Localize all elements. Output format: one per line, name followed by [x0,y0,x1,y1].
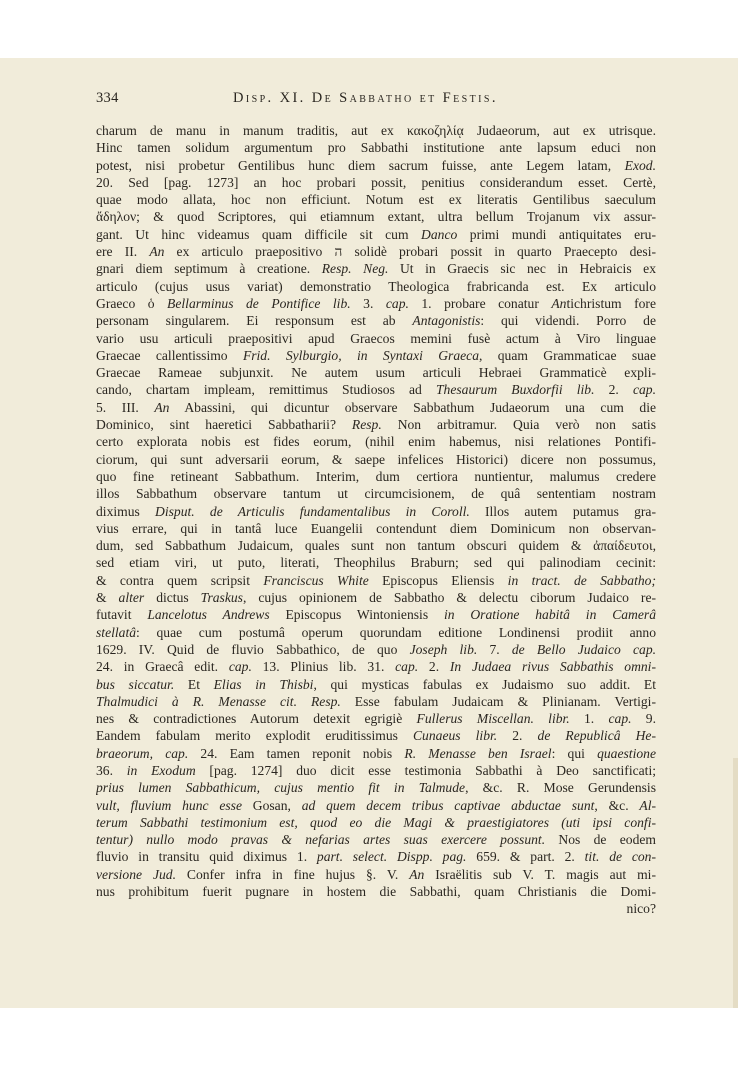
text-line: 36. in Exodum [pag. 1274] duo dicit esse testimonia Sabbathi à Deo sanctificati; [96,762,656,778]
text-line: prius lumen Sabbathicum, cujus mentio fit in Talmude, &c. R. Mose Gerundensis [96,780,656,796]
text-line: 1629. IV. Quid de fluvio Sabbathico, de quo Joseph lib. 7. de Bello Judaico cap. [96,641,656,657]
text-line: gnari diem septimum à creatione. Resp. Neg. Ut in Graecis sic nec in Hebraicis ex [96,261,656,277]
text-line: personam singularem. Ei responsum est ab Antagonistis: qui videndi. Porro de [96,313,656,329]
text-line: Eandem fabulam merito explodit eruditissimus Cunaeus libr. 2. de Republicâ He- [96,728,656,744]
page-header [96,90,656,110]
page-edge [733,758,738,1008]
text-line: Graeco ὁ Bellarminus de Pontifice lib. 3. cap. 1. probare conatur Antichristum fore [96,295,656,311]
text-line: Thalmudici à R. Menasse cit. Resp. Esse fabulam Judaicam & Plinianam. Vertigi- [96,693,656,709]
text-line: tentur) nullo modo pravas & nefarias artes suas exercere possunt. Nos de eodem [96,832,656,848]
text-line: vius errare, qui in tantâ luce Euangelii contendunt diem Dominicum non observan- [96,520,656,536]
bottom-margin [0,1008,738,1068]
text-line: nus prohibitum fuerit pugnare in hostem die Sabbathi, quam Christianis die Domi- [96,884,656,900]
text-line: versione Jud. Confer infra in fine hujus §. V. An Israëlitis sub V. T. magis aut mi- [96,866,656,882]
text-line: fluvio in transitu quid diximus 1. part. select. Dispp. pag. 659. & part. 2. tit. de con- [96,849,656,865]
text-line: & contra quem scripsit Franciscus White Episcopus Eliensis in tract. de Sabbatho; [96,572,656,588]
text-line: terum Sabbathi testimonium est, quod eo die Magi & praestigiatores (uti ipsi confi- [96,814,656,830]
text-line: sed etiam viri, ut puto, literati, Theophilus Braburn; sed qui palinodiam cecinit: [96,555,656,571]
text-line: ciorum, qui sunt adversarii eorum, & saepe infelices Historici) dicere non possumus, [96,451,656,467]
text-line: gant. Ut hinc videamus quam difficile sit cum Danco primi mundi antiquitates eru- [96,226,656,242]
text-line: futavit Lancelotus Andrews Episcopus Wintoniensis in Oratione habitâ in Camerâ [96,607,656,623]
running-title: Disp. XI. De Sabbatho et Festis. [233,90,498,106]
text-line: ἄδηλον; & quod Scriptores, qui etiamnum extant, ultra bellum Trojanum vix assur- [96,209,656,225]
text-line: charum de manu in manum traditis, aut ex κακοζηλίᾳ Judaeorum, aut ex utrisque. [96,123,656,138]
text-line: quae modo allata, hoc non efficiunt. Notum est ex literatis Gentilibus saeculum [96,192,656,208]
text-line: articulo (cujus usus variat) demonstratio Theologica frabricanda est. Ex articulo [96,278,656,294]
book-page [0,58,738,1008]
top-margin [0,0,738,58]
text-line: Graecae Rameae subjunxit. Ne autem usum articuli Hebraei Grammaticè expli- [96,365,656,381]
text-line: certo explorata nobis est fides eorum, (nihil enim habemus, nisi relationes Pontifi- [96,434,656,450]
text-line: cando, chartam impleam, remittimus Studiosos ad Thesaurum Buxdorfii lib. 2. cap. [96,382,656,398]
text-line: vario usu articuli praepositivi apud Graecos memini fusè actum à Viro linguae [96,330,656,346]
text-line: bus siccatur. Et Elias in Thisbi, qui mysticas fabulas ex Judaismo suo addit. Et [96,676,656,692]
text-line: Dominico, sint haeretici Sabbatharii? Resp. Non arbitramur. Quia verò non satis [96,417,656,433]
page-number: 334 [96,90,119,106]
body-text [96,122,656,918]
text-line: 24. in Graecâ edit. cap. 13. Plinius lib. 31. cap. 2. In Judaea rivus Sabbathis omni- [96,659,656,675]
text-line: ere II. An ex articulo praepositivo ה solidè probari possit in quarto Praecepto desi- [96,244,656,260]
text-line: Hinc tamen solidum argumentum pro Sabbathi institutione ante lapsum educi non [96,140,656,156]
text-line: nico? [626,901,656,917]
text-line: braeorum, cap. 24. Eam tamen reponit nobis R. Menasse ben Israel: qui quaestione [96,745,656,761]
text-line: quo fine retineant Sabbathum. Interim, dum certiora nuntientur, malumus credere [96,468,656,484]
text-line: nes & contradictiones Autorum detexit egrigiè Fullerus Miscellan. libr. 1. cap. 9. [96,711,656,727]
text-line: 20. Sed [pag. 1273] an hoc probari possit, penitius considerandum esset. Certè, [96,174,656,190]
text-line: dum, sed Sabbathum Judaicum, quales sunt non tantum obscuri quidem & ἀπαίδευτοι, [96,538,656,554]
text-line: & alter dictus Traskus, cujus opinionem de Sabbatho & delectu ciborum Judaico re- [96,590,656,606]
text-line: illos Sabbathum observare tantum ut circumcisionem, de quâ sententiam nostram [96,486,656,502]
text-line: diximus Disput. de Articulis fundamentalibus in Coroll. Illos autem putamus gra- [96,503,656,519]
text-line: vult, fluvium hunc esse Gosan, ad quem decem tribus captivae abductae sunt, &c. Al- [96,797,656,813]
text-line: 5. III. An Abassini, qui dicuntur observare Sabbathum Judaeorum una cum die [96,399,656,415]
text-line: Graecae callentissimo Frid. Sylburgio, in Syntaxi Graeca, quam Grammaticae suae [96,347,656,363]
text-line: stellatâ: quae cum postumâ operum quorundam editione Londinensi prodiit anno [96,624,656,640]
text-line: potest, nisi probetur Gentilibus hunc diem sacrum fuisse, ante Legem latam, Exod. [96,157,656,173]
